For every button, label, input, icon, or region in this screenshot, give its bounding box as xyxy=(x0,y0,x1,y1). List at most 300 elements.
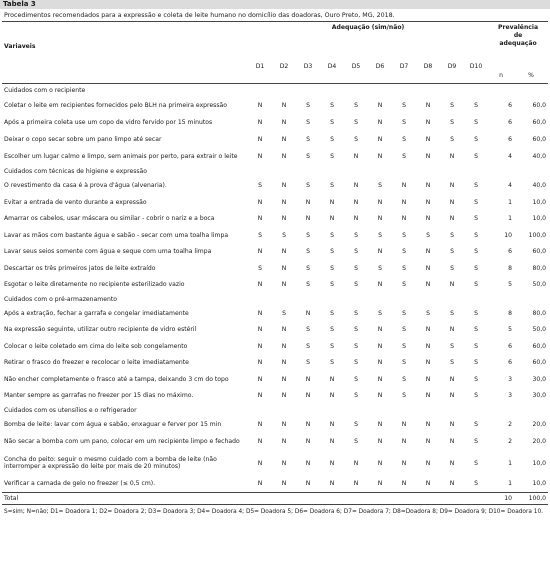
cell-d10: S xyxy=(474,135,478,143)
row-label: Lavar as mãos com bastante água e sabão - secar com uma toalha limpa xyxy=(4,231,229,239)
table-row xyxy=(2,388,548,405)
cell-d1: N xyxy=(257,392,263,400)
cell-d8: S xyxy=(426,309,430,317)
cell-d6: N xyxy=(377,119,383,127)
cell-d10: S xyxy=(474,264,478,272)
cell-n: 6 xyxy=(508,248,513,256)
cell-d7: S xyxy=(402,135,406,143)
cell-pct: 10,0 xyxy=(532,198,547,206)
header-d10: D10 xyxy=(469,62,483,70)
row-label: Verificar a camada de gelo no freezer (≤ 0,5 cm). xyxy=(4,479,156,487)
cell-d5: S xyxy=(354,102,358,109)
cell-d3: N xyxy=(305,215,311,223)
cell-n: 2 xyxy=(508,438,513,445)
cell-pct: 60,0 xyxy=(532,119,547,127)
cell-d8: N xyxy=(425,248,431,256)
row-label: Não secar a bomba com um pano, colocar em um recipiente limpo e fechado xyxy=(4,437,240,445)
cell-d8: N xyxy=(425,392,431,400)
section-title: Cuidados com o pré-armazenamento xyxy=(4,295,117,303)
cell-pct: 20,0 xyxy=(532,438,547,445)
table-row xyxy=(2,194,548,211)
cell-d1: N xyxy=(257,281,263,289)
cell-d5: S xyxy=(354,135,358,143)
header-d3: D3 xyxy=(303,62,313,70)
cell-d4: S xyxy=(330,281,334,289)
cell-d7: N xyxy=(401,480,407,487)
cell-d7: S xyxy=(402,264,406,272)
cell-d3: N xyxy=(305,375,311,383)
cell-d5: S xyxy=(354,392,358,400)
cell-d6: N xyxy=(377,342,383,350)
cell-d1: N xyxy=(257,215,263,223)
section-row xyxy=(2,84,548,97)
cell-d6: N xyxy=(377,153,383,160)
cell-d5: S xyxy=(354,264,358,272)
cell-d7: S xyxy=(402,342,406,350)
cell-d7: S xyxy=(402,102,406,109)
row-label: Após a extração, fechar a garrafa e congelar imediatamente xyxy=(4,309,189,317)
cell-d9: S xyxy=(450,248,454,256)
cell-d9: S xyxy=(450,102,454,109)
cell-pct: 10,0 xyxy=(532,215,547,223)
cell-d10: S xyxy=(474,153,478,160)
cell-d10: S xyxy=(474,480,478,487)
cell-d1: S xyxy=(258,264,262,272)
table-row xyxy=(2,178,548,195)
cell-d7: S xyxy=(402,359,406,367)
cell-n: 1 xyxy=(508,198,513,206)
cell-d7: S xyxy=(402,392,406,400)
cell-n: 8 xyxy=(508,309,513,317)
cell-d10: S xyxy=(474,375,478,383)
cell-d5: N xyxy=(353,480,359,487)
table-footnote: S=sim; N=não; D1= Doadora 1; D2= Doadora 2; D3= Doadora 3; D4= Doadora 4; D5= Doadora 5; D6= Doadora 6; D7= Doadora 7; D8=Doadora 8; D9= Doadora 9; D10= Doadora 10. xyxy=(4,508,543,515)
cell-d8: N xyxy=(425,459,431,467)
cell-d8: N xyxy=(425,119,431,127)
cell-d2: N xyxy=(281,248,287,256)
header-n: n xyxy=(499,72,503,79)
cell-d10: S xyxy=(474,198,478,206)
row-label: Na expressão seguinte, utilizar outro recipiente de vidro estéril xyxy=(4,326,197,334)
cell-d2: N xyxy=(281,342,287,350)
cell-d3: N xyxy=(305,309,311,317)
cell-pct: 80,0 xyxy=(532,264,547,272)
cell-d6: N xyxy=(377,102,383,109)
header-d1: D1 xyxy=(255,62,265,70)
cell-d9: N xyxy=(449,326,455,334)
cell-pct: 100,0 xyxy=(528,231,547,239)
cell-pct: 60,0 xyxy=(532,102,547,109)
cell-d2: N xyxy=(281,420,287,428)
cell-d4: S xyxy=(330,342,334,350)
table-row xyxy=(2,476,548,493)
total-row xyxy=(2,492,548,504)
cell-d5: S xyxy=(354,420,358,428)
cell-d8: N xyxy=(425,480,431,487)
cell-d5: N xyxy=(353,459,359,467)
cell-d5: S xyxy=(354,309,358,317)
cell-d9: N xyxy=(449,392,455,400)
cell-d8: N xyxy=(425,215,431,223)
cell-d7: N xyxy=(401,182,407,190)
row-label: O revestimento da casa é à prova d'água (alvenaria). xyxy=(4,182,167,190)
cell-d7: S xyxy=(402,375,406,383)
cell-d6: N xyxy=(377,480,383,487)
cell-d4: S xyxy=(330,264,334,272)
cell-d6: N xyxy=(377,438,383,445)
cell-d1: N xyxy=(257,359,263,367)
cell-d4: S xyxy=(330,153,334,160)
cell-d3: N xyxy=(305,420,311,428)
cell-d10: S xyxy=(474,231,478,239)
cell-d2: N xyxy=(281,375,287,383)
row-label: Deixar o copo secar sobre um pano limpo até secar xyxy=(4,135,162,143)
cell-n: 4 xyxy=(508,182,513,190)
cell-d1: N xyxy=(257,420,263,428)
row-label: Lavar seus seios somente com água e seque com uma toalha limpa xyxy=(4,248,212,256)
cell-d6: S xyxy=(378,264,382,272)
header-d7: D7 xyxy=(399,62,409,70)
row-label: Bomba de leite: lavar com água e sabão, enxaguar e ferver por 15 min xyxy=(4,420,222,428)
table-body xyxy=(2,84,548,505)
cell-d10: S xyxy=(474,342,478,350)
cell-d9: N xyxy=(449,215,455,223)
table-row xyxy=(2,355,548,372)
cell-d6: N xyxy=(377,248,383,256)
cell-d4: N xyxy=(329,438,335,445)
cell-d5: S xyxy=(354,281,358,289)
cell-d10: S xyxy=(474,119,478,127)
header-prevalence: Prevalência de adequação xyxy=(498,24,539,47)
cell-n: 6 xyxy=(508,135,513,143)
section-title: Cuidados com os utensílios e o refrigerador xyxy=(4,406,137,414)
cell-d6: N xyxy=(377,135,383,143)
section-title: Cuidados com o recipiente xyxy=(4,86,86,94)
cell-d10: S xyxy=(474,182,478,190)
cell-d8: N xyxy=(425,135,431,143)
cell-d9: N xyxy=(449,281,455,289)
row-label: Não encher completamente o frasco até a tampa, deixando 3 cm do topo xyxy=(4,375,229,383)
cell-d7: S xyxy=(402,326,406,334)
header-d6: D6 xyxy=(375,62,385,70)
header-d9: D9 xyxy=(447,62,457,70)
header-d5: D5 xyxy=(351,62,361,70)
cell-pct: 10,0 xyxy=(532,480,547,487)
row-label: Colocar o leite coletado em cima do leite sob congelamento xyxy=(4,342,188,350)
cell-d10: S xyxy=(474,420,478,428)
cell-d3: N xyxy=(305,392,311,400)
cell-d4: S xyxy=(330,182,334,190)
cell-d5: S xyxy=(354,342,358,350)
cell-d6: N xyxy=(377,326,383,334)
header-adequacy-group: Adequação (sim/não) xyxy=(331,24,405,31)
cell-d2: N xyxy=(281,215,287,223)
cell-d4: N xyxy=(329,459,335,467)
cell-d6: N xyxy=(377,198,383,206)
cell-d8: N xyxy=(425,438,431,445)
cell-d4: N xyxy=(329,198,335,206)
cell-pct: 80,0 xyxy=(532,309,547,317)
cell-d7: S xyxy=(402,153,406,160)
row-label: Evitar a entrada de vento durante a expressão xyxy=(4,198,147,206)
table-row xyxy=(2,131,548,148)
cell-d4: S xyxy=(330,248,334,256)
total-pct: 100,0 xyxy=(528,494,547,502)
table-row xyxy=(2,371,548,388)
cell-n: 6 xyxy=(508,119,513,127)
cell-d6: N xyxy=(377,459,383,467)
cell-n: 6 xyxy=(508,342,513,350)
cell-n: 10 xyxy=(504,231,513,239)
row-label: Após a primeira coleta use um copo de vidro fervido por 15 minutos xyxy=(4,119,213,127)
cell-d6: S xyxy=(378,309,382,317)
cell-d5: S xyxy=(354,375,358,383)
cell-d4: S xyxy=(330,359,334,367)
table-row xyxy=(2,211,548,228)
header-variable: Variaveis xyxy=(4,42,36,50)
row-label: Retirar o frasco do freezer e recolocar o leite imediatamente xyxy=(4,359,189,367)
section-title: Cuidados com técnicas de higiene e expressão xyxy=(4,168,148,175)
data-table xyxy=(2,21,548,505)
cell-d2: S xyxy=(282,231,286,239)
cell-d2: N xyxy=(281,135,287,143)
cell-pct: 60,0 xyxy=(532,135,547,143)
cell-d9: S xyxy=(450,359,454,367)
table-row xyxy=(2,115,548,132)
cell-d5: S xyxy=(354,119,358,127)
cell-d10: S xyxy=(474,281,478,289)
cell-d9: S xyxy=(450,135,454,143)
table-caption: Procedimentos recomendados para a expressão e coleta de leite humano no domicílio das doadoras, Ouro Preto, MG, 2018. xyxy=(4,12,395,19)
header-d2: D2 xyxy=(279,62,289,70)
cell-d9: N xyxy=(449,459,455,467)
cell-n: 5 xyxy=(508,326,513,334)
cell-d9: N xyxy=(449,438,455,445)
row-label: Amarrar os cabelos, usar máscara ou similar - cobrir o nariz e a boca xyxy=(4,215,215,223)
section-row xyxy=(2,166,548,178)
cell-d8: N xyxy=(425,359,431,367)
cell-d9: N xyxy=(449,182,455,190)
cell-pct: 30,0 xyxy=(532,392,547,400)
cell-d5: N xyxy=(353,198,359,206)
cell-d6: N xyxy=(377,215,383,223)
cell-d1: N xyxy=(257,248,263,256)
cell-d5: S xyxy=(354,359,358,367)
cell-d1: N xyxy=(257,198,263,206)
cell-pct: 10,0 xyxy=(532,459,547,467)
section-row xyxy=(2,293,548,305)
cell-pct: 20,0 xyxy=(532,420,547,428)
cell-d3: S xyxy=(306,359,310,367)
cell-d5: N xyxy=(353,153,359,160)
cell-d7: S xyxy=(402,248,406,256)
table-row xyxy=(2,416,548,433)
cell-d1: S xyxy=(258,182,262,190)
cell-d4: S xyxy=(330,119,334,127)
total-n: 10 xyxy=(504,494,513,502)
cell-d3: S xyxy=(306,135,310,143)
cell-d2: N xyxy=(281,264,287,272)
cell-d8: N xyxy=(425,326,431,334)
cell-d1: S xyxy=(258,231,262,239)
cell-d9: S xyxy=(450,231,454,239)
table-label: Tabela 3 xyxy=(0,0,550,9)
cell-d10: S xyxy=(474,326,478,334)
table-row xyxy=(2,277,548,294)
cell-d10: S xyxy=(474,438,478,445)
row-label: Concha do peito: seguir o mesmo cuidado com a bomba de leite (não interromper a expressão do leite por mais de 20 minutos) xyxy=(4,455,217,470)
cell-d8: N xyxy=(425,342,431,350)
cell-d3: S xyxy=(306,281,310,289)
cell-d2: N xyxy=(281,359,287,367)
cell-d2: N xyxy=(281,392,287,400)
table-row xyxy=(2,227,548,244)
cell-d2: N xyxy=(281,198,287,206)
header-pct: % xyxy=(528,72,534,79)
section-row xyxy=(2,404,548,416)
cell-d3: S xyxy=(306,264,310,272)
cell-d6: S xyxy=(378,231,382,239)
cell-d7: N xyxy=(401,420,407,428)
cell-d5: S xyxy=(354,438,358,445)
row-label: Escolher um lugar calmo e limpo, sem animais por perto, para extrair o leite xyxy=(4,152,238,160)
cell-d10: S xyxy=(474,102,478,109)
table-row xyxy=(2,451,548,476)
total-label: Total xyxy=(4,494,19,502)
cell-n: 5 xyxy=(508,281,513,289)
cell-pct: 40,0 xyxy=(532,153,547,160)
header-d8: D8 xyxy=(423,62,433,70)
cell-d2: N xyxy=(281,281,287,289)
table-row xyxy=(2,97,548,115)
cell-d1: N xyxy=(257,375,263,383)
cell-d3: N xyxy=(305,438,311,445)
cell-d10: S xyxy=(474,309,478,317)
cell-pct: 60,0 xyxy=(532,359,547,367)
cell-d9: N xyxy=(449,198,455,206)
cell-d10: S xyxy=(474,359,478,367)
cell-d7: N xyxy=(401,198,407,206)
cell-d9: N xyxy=(449,153,455,160)
cell-d4: N xyxy=(329,480,335,487)
cell-d9: N xyxy=(449,375,455,383)
cell-n: 6 xyxy=(508,102,513,109)
cell-pct: 50,0 xyxy=(532,281,547,289)
cell-d3: S xyxy=(306,182,310,190)
cell-d3: N xyxy=(305,459,311,467)
row-label: Manter sempre as garrafas no freezer por 15 dias no máximo. xyxy=(4,392,194,400)
cell-d7: N xyxy=(401,215,407,223)
cell-d9: N xyxy=(449,420,455,428)
cell-pct: 60,0 xyxy=(532,248,547,256)
cell-d4: S xyxy=(330,102,334,109)
cell-d7: S xyxy=(402,281,406,289)
cell-d6: S xyxy=(378,182,382,190)
cell-d2: N xyxy=(281,438,287,445)
table-row xyxy=(2,244,548,261)
cell-d3: S xyxy=(306,231,310,239)
cell-d10: S xyxy=(474,215,478,223)
cell-d4: N xyxy=(329,215,335,223)
row-label: Esgotar o leite diretamente no recipiente esterilizado vazio xyxy=(4,281,185,289)
cell-pct: 50,0 xyxy=(532,326,547,334)
row-label: Descartar os três primeiros jatos de leite extraído xyxy=(4,264,156,272)
cell-d6: N xyxy=(377,359,383,367)
cell-d4: N xyxy=(329,420,335,428)
cell-pct: 30,0 xyxy=(532,375,547,383)
cell-d1: N xyxy=(257,119,263,127)
table-row xyxy=(2,433,548,451)
cell-d7: S xyxy=(402,309,406,317)
cell-d3: N xyxy=(305,198,311,206)
cell-d10: S xyxy=(474,392,478,400)
cell-d5: S xyxy=(354,326,358,334)
table-row xyxy=(2,305,548,322)
cell-d9: S xyxy=(450,342,454,350)
cell-d3: S xyxy=(306,342,310,350)
cell-pct: 60,0 xyxy=(532,342,547,350)
cell-d9: S xyxy=(450,309,454,317)
cell-d4: S xyxy=(330,309,334,317)
cell-d3: S xyxy=(306,119,310,127)
cell-d10: S xyxy=(474,459,478,467)
cell-d2: N xyxy=(281,153,287,160)
cell-d9: N xyxy=(449,480,455,487)
cell-d1: N xyxy=(257,342,263,350)
table-row xyxy=(2,338,548,355)
cell-d7: N xyxy=(401,459,407,467)
cell-n: 1 xyxy=(508,459,513,467)
table-row xyxy=(2,148,548,166)
cell-n: 1 xyxy=(508,480,513,487)
cell-d5: N xyxy=(353,215,359,223)
cell-n: 4 xyxy=(508,153,513,160)
cell-d9: S xyxy=(450,119,454,127)
cell-d7: N xyxy=(401,438,407,445)
cell-d1: N xyxy=(257,135,263,143)
cell-d7: S xyxy=(402,231,406,239)
cell-n: 3 xyxy=(508,375,513,383)
cell-d3: S xyxy=(306,326,310,334)
cell-d8: S xyxy=(426,231,430,239)
table-row xyxy=(2,322,548,339)
cell-pct: 40,0 xyxy=(532,182,547,190)
cell-d2: N xyxy=(281,102,287,109)
cell-d1: N xyxy=(257,438,263,445)
cell-d3: N xyxy=(305,480,311,487)
cell-d3: S xyxy=(306,153,310,160)
cell-d8: N xyxy=(425,198,431,206)
cell-d2: N xyxy=(281,326,287,334)
cell-d10: S xyxy=(474,248,478,256)
cell-d1: N xyxy=(257,153,263,160)
cell-d6: N xyxy=(377,392,383,400)
cell-d5: S xyxy=(354,248,358,256)
cell-d4: N xyxy=(329,392,335,400)
cell-n: 1 xyxy=(508,215,513,223)
cell-d8: N xyxy=(425,153,431,160)
cell-d2: N xyxy=(281,459,287,467)
cell-d8: N xyxy=(425,420,431,428)
cell-n: 3 xyxy=(508,392,513,400)
cell-d4: S xyxy=(330,326,334,334)
cell-d5: N xyxy=(353,182,359,190)
cell-d8: N xyxy=(425,281,431,289)
cell-n: 6 xyxy=(508,359,513,367)
cell-d2: S xyxy=(282,309,286,317)
cell-d3: S xyxy=(306,102,310,109)
cell-d8: N xyxy=(425,102,431,109)
